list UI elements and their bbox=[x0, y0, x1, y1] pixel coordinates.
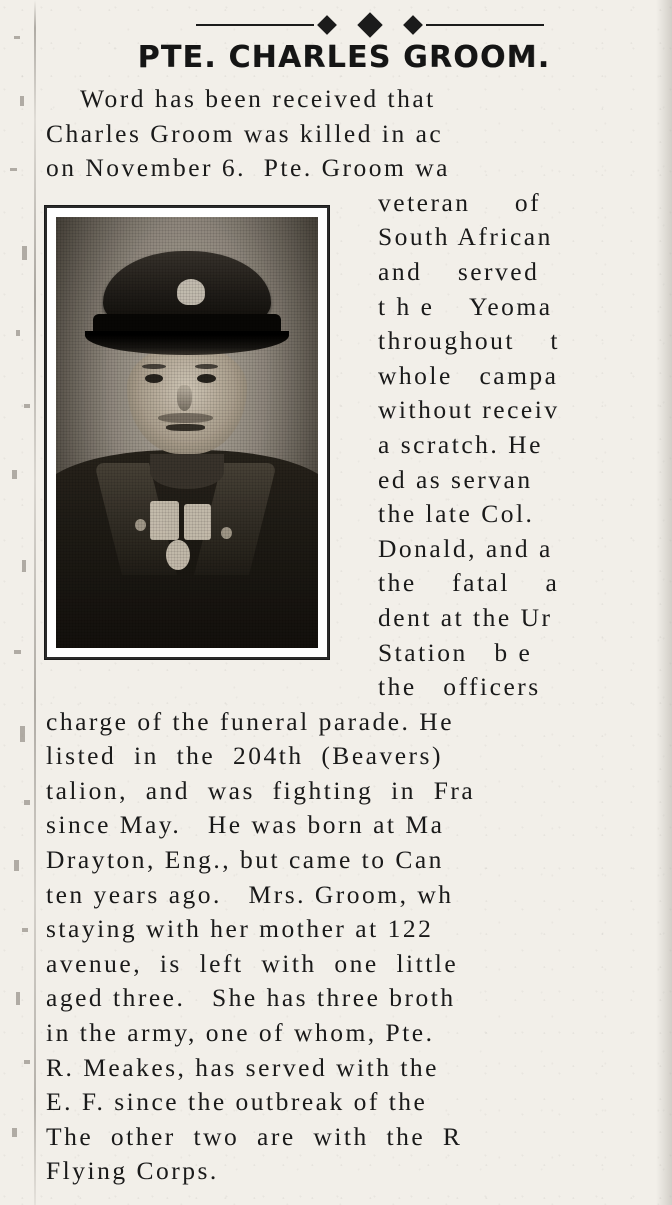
body-line: ten years ago. Mrs. Groom, wh bbox=[46, 879, 454, 909]
body-line: Word has been received that bbox=[80, 84, 436, 113]
body-line: and served bbox=[378, 256, 540, 286]
body-line: Charles Groom was killed in ac bbox=[46, 118, 444, 148]
body-line: ed as servan bbox=[378, 464, 533, 494]
body-line: dent at the Ur bbox=[378, 602, 553, 632]
body-line: the fatal a bbox=[378, 568, 560, 598]
body-line: Donald, and a bbox=[378, 533, 553, 563]
body-line: staying with her mother at 122 bbox=[46, 914, 434, 944]
body-line: talion, and was fighting in Fra bbox=[46, 775, 476, 805]
body-line: since May. He was born at Ma bbox=[46, 810, 445, 840]
torn-edge-line bbox=[34, 0, 36, 1205]
body-line: veteran of bbox=[378, 187, 542, 217]
body-line: South African bbox=[378, 222, 553, 252]
body-line: Drayton, Eng., but came to Can bbox=[46, 845, 444, 875]
body-line: whole campa bbox=[378, 360, 559, 390]
body-line: Station b e bbox=[378, 637, 533, 667]
body-line: without receiv bbox=[378, 395, 560, 425]
body-line: listed in the 204th (Beavers) bbox=[46, 741, 443, 771]
body-line: avenue, is left with one little bbox=[46, 948, 459, 978]
body-line: throughout t bbox=[378, 326, 560, 356]
body-line: Flying Corps. bbox=[46, 1156, 219, 1186]
ornament-rule bbox=[196, 14, 544, 36]
body-line: on November 6. Pte. Groom wa bbox=[46, 153, 450, 183]
body-line: the officers bbox=[378, 672, 541, 702]
body-line: a scratch. He bbox=[378, 429, 543, 459]
body-line: the late Col. bbox=[378, 499, 535, 529]
body-line: E. F. since the outbreak of the bbox=[46, 1087, 428, 1117]
body-line: t h e Yeoma bbox=[378, 291, 553, 321]
body-line: in the army, one of whom, Pte. bbox=[46, 1018, 435, 1048]
torn-left-edge bbox=[0, 0, 40, 1205]
page-title: PTE. CHARLES GROOM. bbox=[137, 40, 551, 75]
article-body bbox=[46, 82, 660, 1189]
body-line: R. Meakes, has served with the bbox=[46, 1052, 439, 1082]
body-line: aged three. She has three broth bbox=[46, 983, 456, 1013]
body-line: charge of the funeral parade. He bbox=[46, 706, 455, 736]
body-line: The other two are with the R bbox=[46, 1121, 463, 1151]
